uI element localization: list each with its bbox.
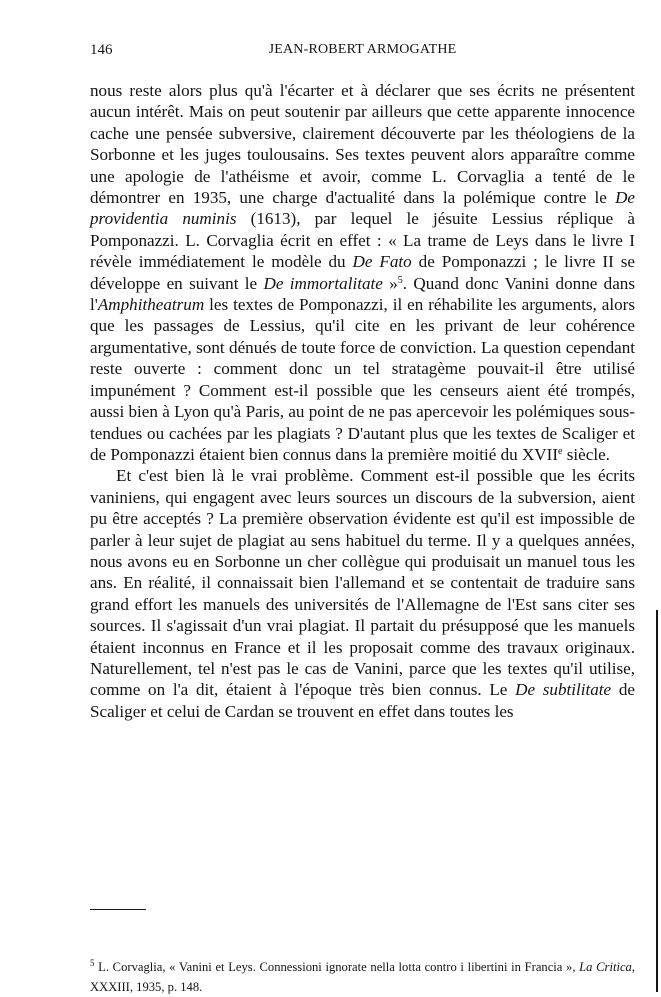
- running-head: JEAN-ROBERT ARMOGATHE: [268, 42, 457, 57]
- paragraph-1-text-2: (1613), par lequel le jésuite Lessius réplique à Pomponazzi. L. Corvaglia écrit en effet : « La trame de Leys dans le livre I révèle immédiatement le modèle du: [90, 209, 635, 272]
- title-de-immortalitate: De immortalitate: [263, 273, 383, 293]
- title-de-fato: De Fato: [352, 252, 412, 272]
- footnote-reference-details: , XXXIII, 1935, p. 148.: [90, 960, 635, 994]
- paragraph-1-text-7: siècle.: [562, 444, 610, 464]
- paragraph-1-text-5: . Quand donc Vanini donne dans l': [90, 273, 636, 315]
- paragraph-1: [90, 80, 635, 465]
- paragraph-1-text-6: les textes de Pomponazzi, il en réhabilite les arguments, alors que les passages de Lessius, qu'il cite en les privant de leur cohérence argumentative, sont dénués de toute force de conviction. La question cependant reste ouverte : comment donc un tel stratagème pouvait-il être utilisé impunément ? Comment est-il possible que les censeurs aient été trompés, aussi bien à Lyon qu'à Paris, au point de ne pas apercevoir les polémiques sous-tendues ou cachées par les plagiats ? D'autant plus que les textes de Scaliger et de Pomponazzi étaient bien connus dans la première moitié du XVII: [90, 295, 635, 464]
- footnote: [90, 957, 635, 997]
- paragraph-1-text-3: de Pomponazzi ; le livre II se développe en suivant le: [90, 252, 635, 293]
- paragraph-2: [90, 465, 635, 722]
- title-de-providentia-numinis: De providentia numinis: [90, 188, 635, 229]
- page-number: 146: [90, 42, 113, 58]
- paragraph-1-text-1: nous reste alors plus qu'à l'écarter et à déclarer que ses écrits ne présentent aucun intérêt. Mais on peut soutenir par ailleurs que cette apparente innocence cache une pensée subversive, clairement découverte par les théologiens de la Sorbonne et les juges toulousains. Ses textes peuvent alors apparaître comme une apologie de l'athéisme et avoir, comme L. Corvaglia a tenté de le démontrer en 1935, une charge d'actualité dans la polémique contre le: [90, 81, 635, 208]
- paragraph-1-text-4: »: [382, 273, 398, 293]
- scan-margin-line: [656, 610, 658, 992]
- century-superscript: e: [558, 445, 563, 457]
- title-de-subtilitate: De subtilitate: [515, 680, 612, 700]
- footnote-number: 5: [90, 958, 95, 968]
- title-amphitheatrum: Amphitheatrum: [97, 295, 205, 315]
- paragraph-2-text-1: Et c'est bien là le vrai problème. Comment est-il possible que les écrits vaniniens, qui engagent avec leurs sources un discours de la subversion, aient pu être acceptés ? La première observation évidente est qu'il est impossible de parler à leur sujet de plagiat au sens habituel du terme. Il y a quelques années, nous avons eu en Sorbonne un cher collègue qui produisait un manuel tous les ans. En réalité, il connaissait bien l'allemand et se contentait de traduire sans grand effort les manuels des universités de l'Allemagne de l'Est sans citer ses sources. Il s'agissait d'un vrai plagiat. Il partait du présupposé que les manuels étaient inconnus en France et il les proposait comme des travaux originaux. Naturellement, tel n'est pas le cas de Vanini, parce que les textes qu'il utilise, comme on l'a dit, étaient à l'époque très bien connus. Le: [90, 466, 635, 700]
- paragraph-2-text-2: de Scaliger et celui de Cardan se trouvent en effet dans toutes les: [90, 680, 635, 721]
- footnote-reference: 5: [397, 274, 403, 286]
- main-text: [90, 80, 635, 722]
- footnote-journal: La Critica: [579, 960, 632, 974]
- page-header: [90, 38, 635, 62]
- footnote-separator: [90, 909, 146, 910]
- footnote-text: L. Corvaglia, « Vanini et Leys. Connessioni ignorate nella lotta contro i libertini in Francia »,: [94, 960, 580, 974]
